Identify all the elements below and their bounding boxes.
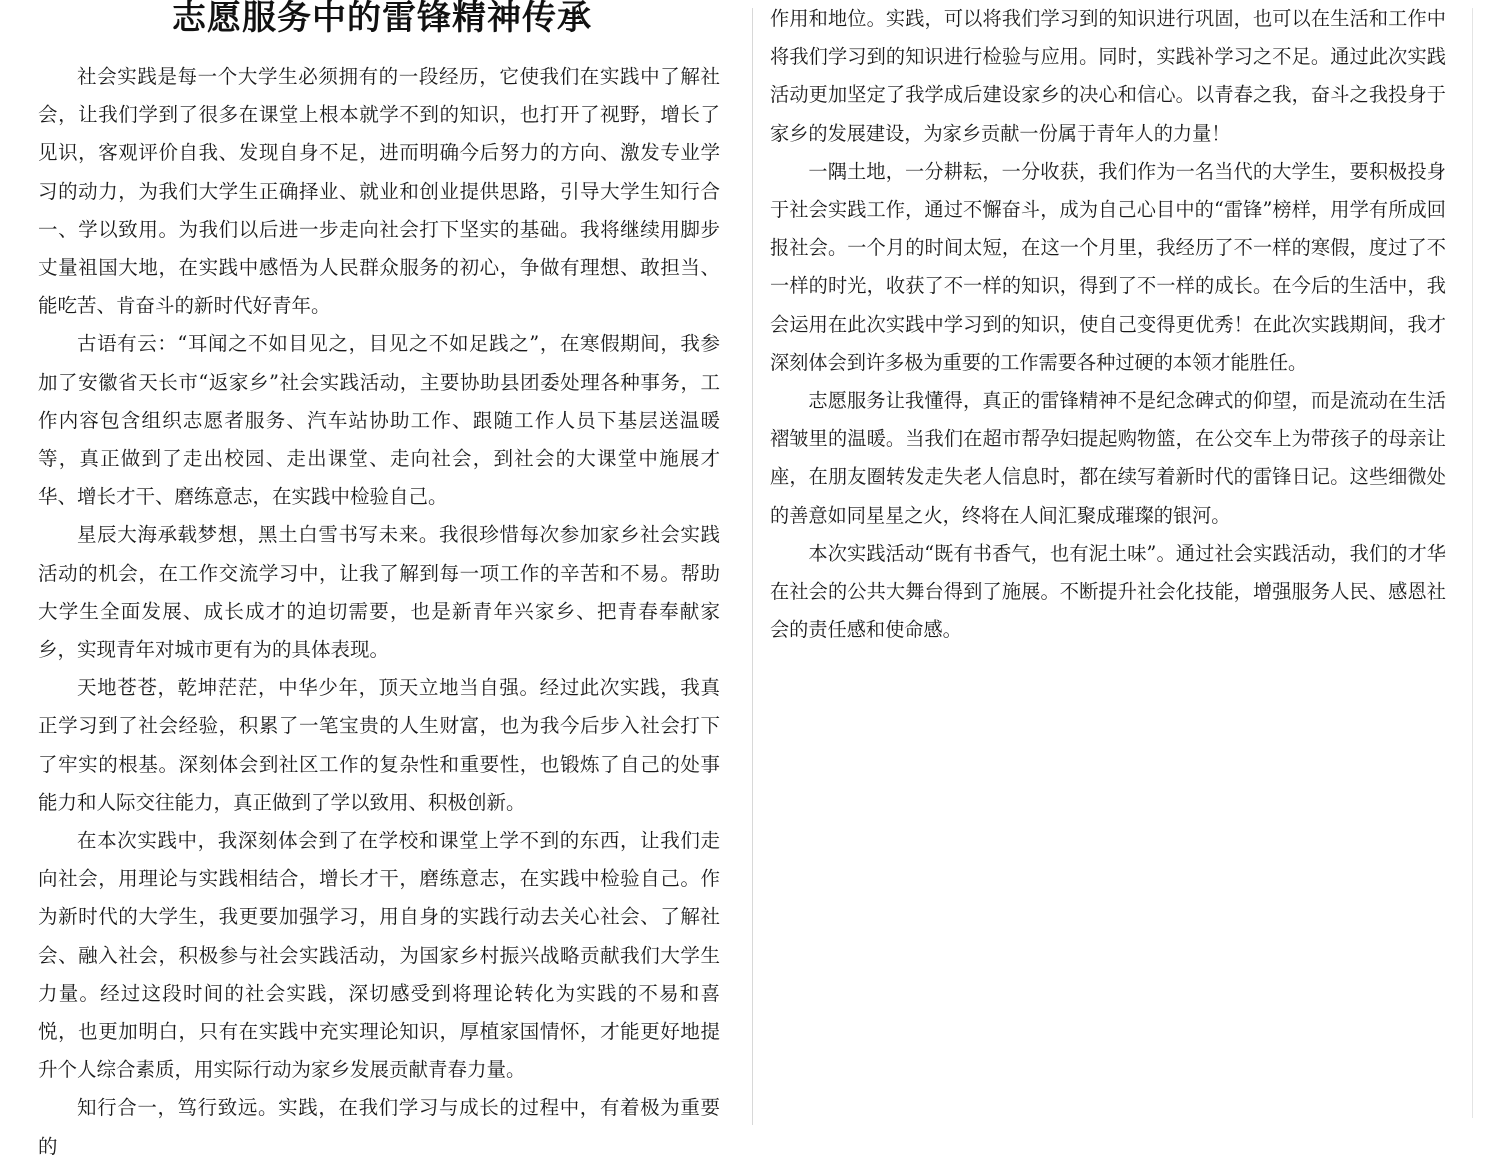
page-right-edge	[1472, 8, 1473, 1118]
paragraph-7: 一隅土地，一分耕耘，一分收获，我们作为一名当代的大学生，要积极投身于社会实践工作，通过不懈奋斗，成为自己心目中的“雷锋”榜样，用学有所成回报社会。一个月的时间太短，在这一个月里，我经历了不一样的寒假，度过了不一样的时光，收获了不一样的知识，得到了不一样的成长。在今后的生活中，我会运用在此次实践中学习到的知识，使自己变得更优秀！在此次实践期间，我才深刻体会到许多极为重要的工作需要各种过硬的本领才能胜任。	[770, 159, 1446, 374]
paragraph-8: 志愿服务让我懂得，真正的雷锋精神不是纪念碑式的仰望，而是流动在生活褶皱里的温暖。当我们在超市帮孕妇提起购物篮，在公交车上为带孩子的母亲让座，在朋友圈转发走失老人信息时，都在续写着新时代的雷锋日记。这些细微处的善意如同星星之火，终将在人间汇聚成璀璨的银河。	[770, 389, 1446, 527]
right-column	[770, 0, 1446, 1125]
paragraph-2: 古语有云：“耳闻之不如目见之，目见之不如足践之”，在寒假期间，我参加了安徽省天长市“返家乡”社会实践活动，主要协助县团委处理各种事务，工作内容包含组织志愿者服务、汽车站协助工作、跟随工作人员下基层送温暖等，真正做到了走出校园、走出课堂、走向社会，到社会的大课堂中施展才华、增长才干、磨练意志，在实践中检验自己。	[38, 332, 720, 509]
paragraph-1: 社会实践是每一个大学生必须拥有的一段经历，它使我们在实践中了解社会，让我们学到了很多在课堂上根本就学不到的知识，也打开了视野，增长了见识，客观评价自我、发现自身不足，进而明确今后努力的方向、激发专业学习的动力，为我们大学生正确择业、就业和创业提供思路，引导大学生知行合一、学以致用。为我们以后进一步走向社会打下坚实的基础。我将继续用脚步丈量祖国大地，在实践中感悟为人民群众服务的初心，争做有理想、敢担当、能吃苦、肯奋斗的新时代好青年。	[38, 65, 720, 318]
paragraph-9: 本次实践活动“既有书香气，也有泥土味”。通过社会实践活动，我们的才华在社会的公共大舞台得到了施展。不断提升社会化技能，增强服务人民、感恩社会的责任感和使命感。	[770, 541, 1446, 642]
paragraph-6: 知行合一，笃行致远。实践，在我们学习与成长的过程中，有着极为重要的	[38, 1096, 720, 1158]
paragraph-5: 在本次实践中，我深刻体会到了在学校和课堂上学不到的东西，让我们走向社会，用理论与实践相结合，增长才干，磨练意志，在实践中检验自己。作为新时代的大学生，我更要加强学习，用自身的实践行动去关心社会、了解社会、融入社会，积极参与社会实践活动，为国家乡村振兴战略贡献我们大学生力量。经过这段时间的社会实践，深切感受到将理论转化为实践的不易和喜悦，也更加明白，只有在实践中充实理论知识，厚植家国情怀，才能更好地提升个人综合素质，用实际行动为家乡发展贡献青春力量。	[38, 829, 720, 1082]
paragraph-6-continuation: 作用和地位。实践，可以将我们学习到的知识进行巩固，也可以在生活和工作中将我们学习到的知识进行检验与应用。同时，实践补学习之不足。通过此次实践活动更加坚定了我学成后建设家乡的决心和信心。以青春之我，奋斗之我投身于家乡的发展建设，为家乡贡献一份属于青年人的力量！	[770, 7, 1446, 145]
page-divider	[752, 8, 753, 1125]
paragraph-4: 天地苍苍，乾坤茫茫，中华少年，顶天立地当自强。经过此次实践，我真正学习到了社会经验，积累了一笔宝贵的人生财富，也为我今后步入社会打下了牢实的根基。深刻体会到社区工作的复杂性和重要性，也锻炼了自己的处事能力和人际交往能力，真正做到了学以致用、积极创新。	[38, 676, 720, 814]
left-column	[38, 0, 720, 1158]
page-title: 志愿服务中的雷锋精神传承	[172, 0, 592, 38]
paragraph-3: 星辰大海承载梦想，黑土白雪书写未来。我很珍惜每次参加家乡社会实践活动的机会，在工作交流学习中，让我了解到每一项工作的辛苦和不易。帮助大学生全面发展、成长成才的迫切需要，也是新青年兴家乡、把青春奉献家乡，实现青年对城市更有为的具体表现。	[38, 523, 720, 662]
title-spacing	[38, 40, 720, 58]
